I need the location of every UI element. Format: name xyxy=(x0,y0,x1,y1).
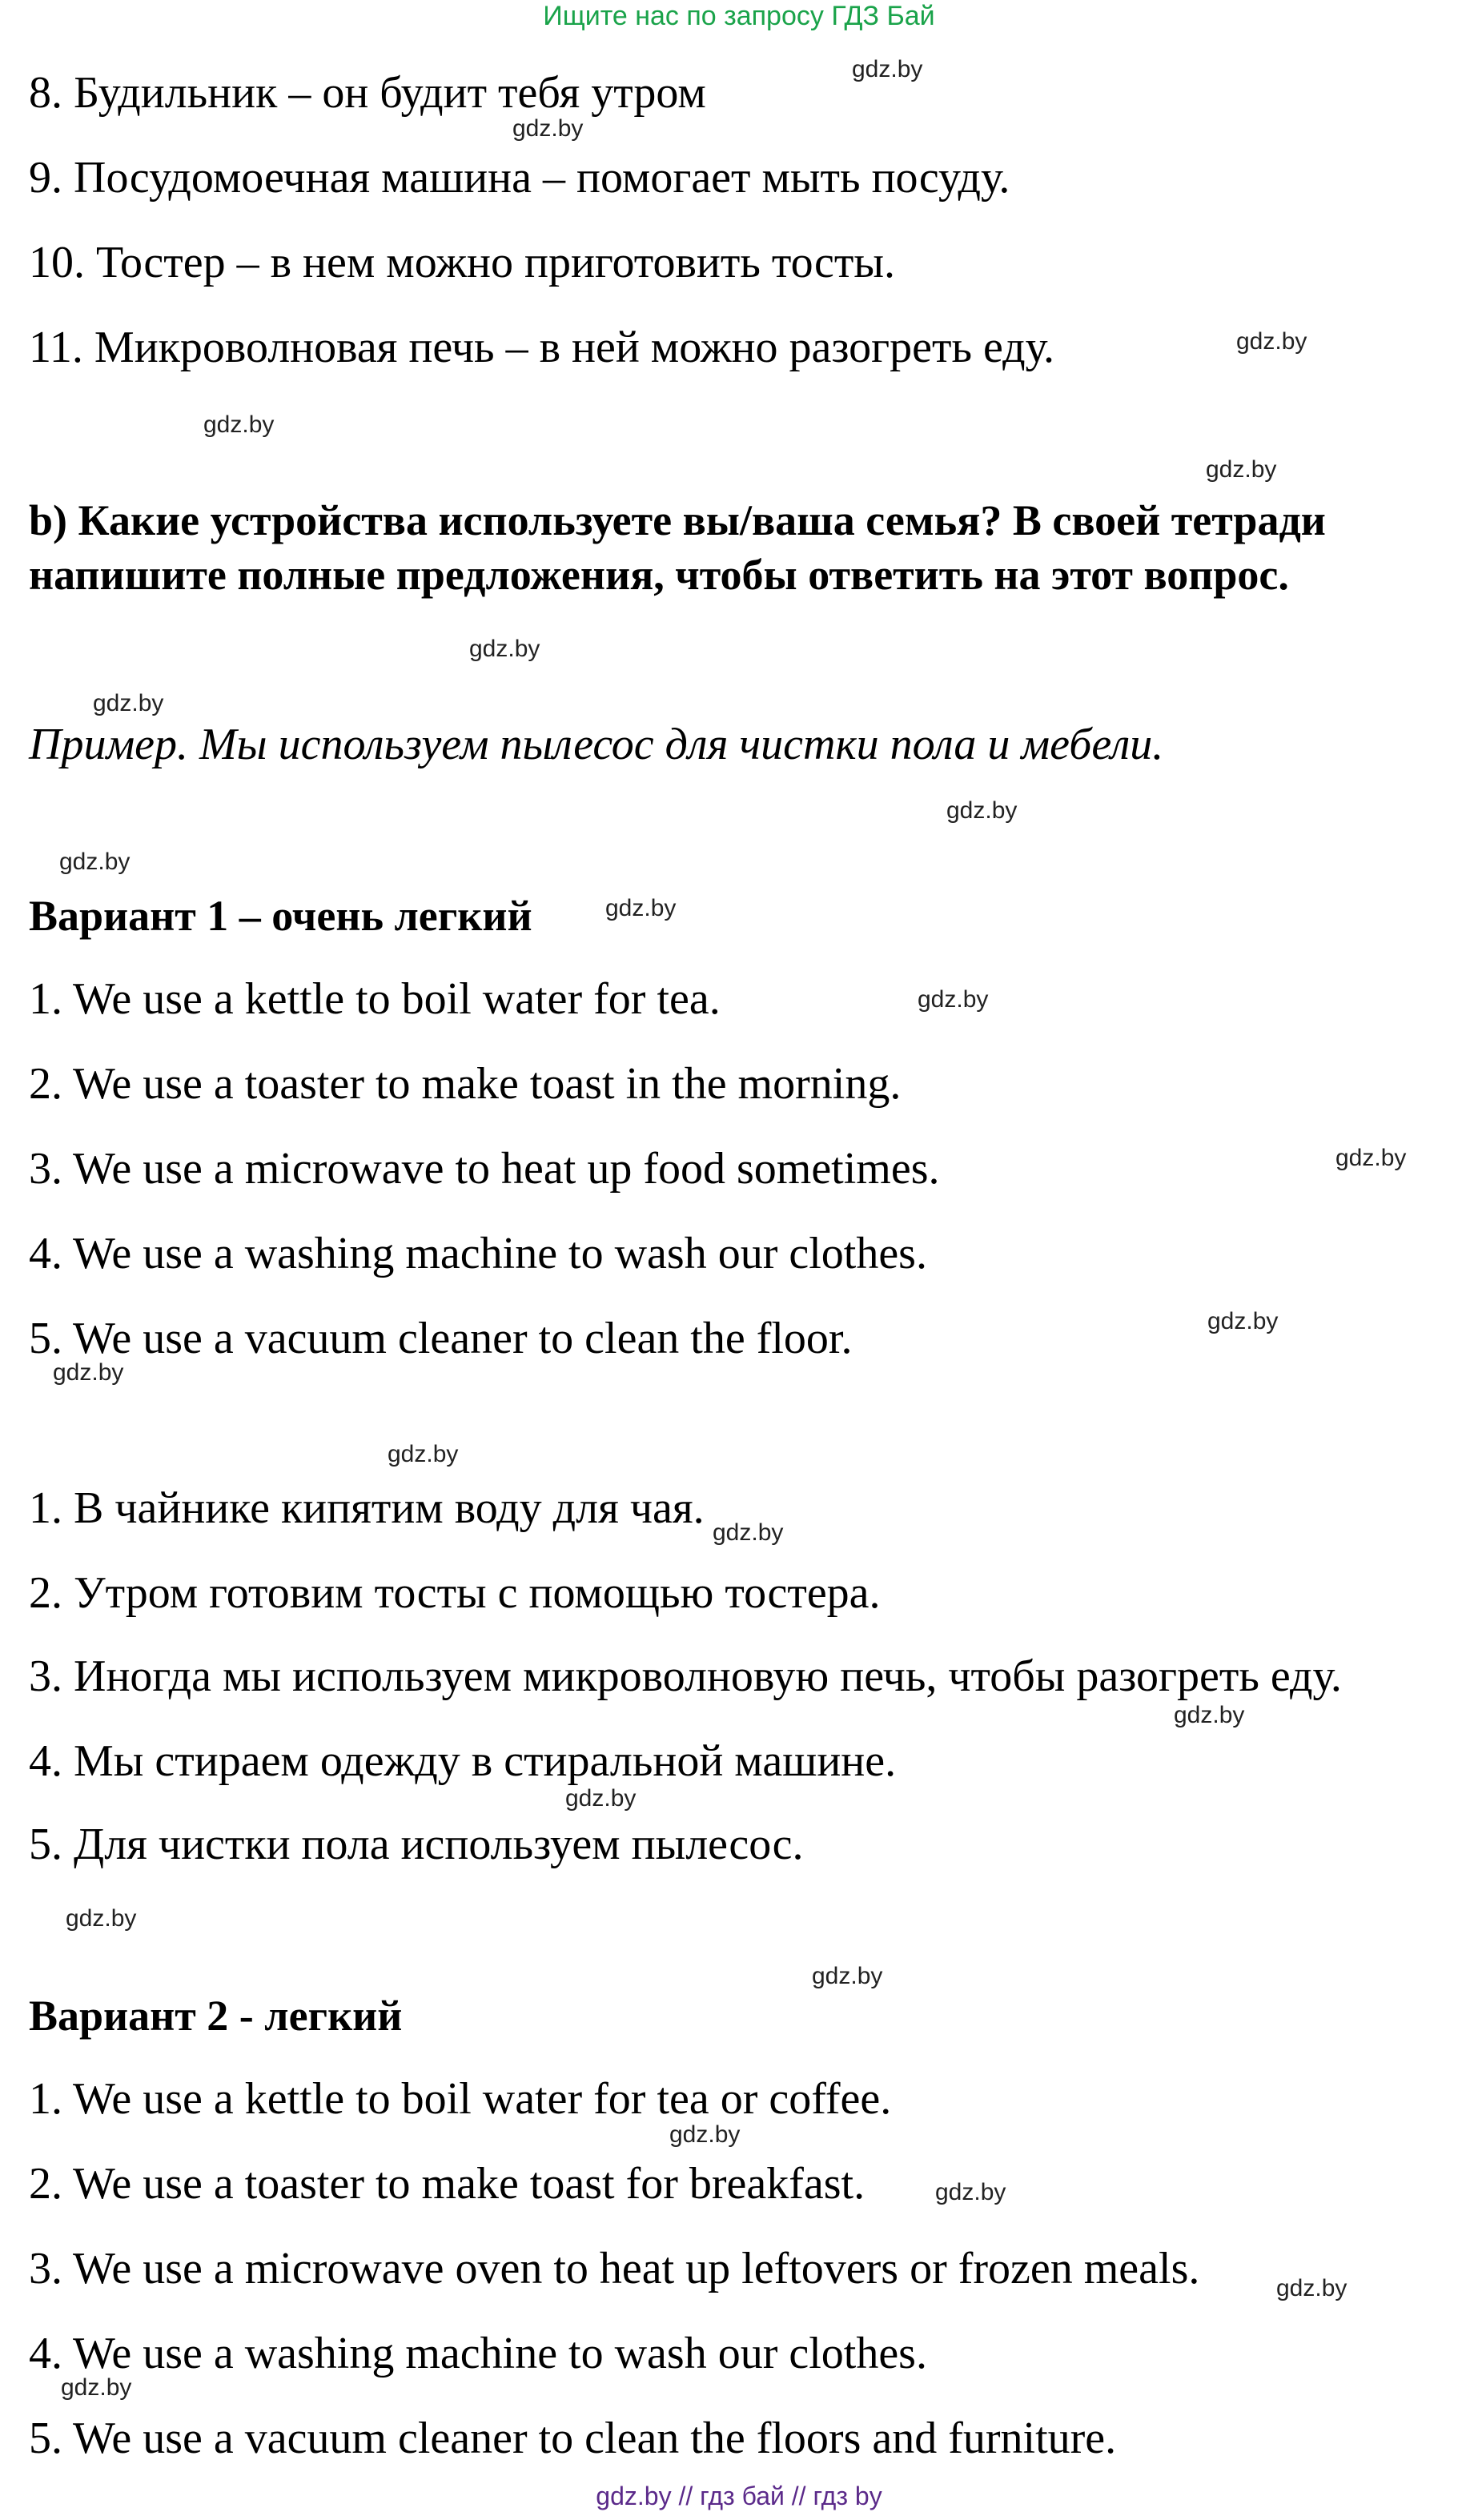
footer: gdz.by // гдз бай // гдз by xyxy=(596,2482,882,2510)
watermark: gdz.by xyxy=(812,1963,883,1989)
watermark: gdz.by xyxy=(713,1519,784,1546)
watermark: gdz.by xyxy=(565,1785,637,1812)
watermark: gdz.by xyxy=(1236,328,1307,355)
watermark: gdz.by xyxy=(1207,1308,1279,1334)
list-item: 5. Для чистки пола используем пылесос. xyxy=(29,1820,804,1869)
watermark: gdz.by xyxy=(946,797,1018,824)
watermark: gdz.by xyxy=(1206,456,1277,483)
top-banner: Ищите нас по запросу ГДЗ Бай xyxy=(543,1,935,31)
watermark: gdz.by xyxy=(918,986,989,1013)
watermark: gdz.by xyxy=(935,2179,1006,2205)
watermark: gdz.by xyxy=(605,895,677,921)
watermark: gdz.by xyxy=(469,636,540,662)
task-heading-line-1: b) Какие устройства используете вы/ваша семья? В своей тетради xyxy=(29,496,1326,544)
list-item: 3. Иногда мы используем микроволновую печь, чтобы разогреть еду. xyxy=(29,1651,1342,1701)
list-item: 1. В чайнике кипятим воду для чая. xyxy=(29,1483,705,1533)
example-text: Пример. Мы используем пылесос для чистки пола и мебели. xyxy=(29,720,1164,769)
list-item: 5. We use a vacuum cleaner to clean the floors and furniture. xyxy=(29,2414,1117,2463)
watermark: gdz.by xyxy=(852,56,923,82)
watermark: gdz.by xyxy=(669,2121,741,2148)
list-item: 11. Микроволновая печь – в ней можно разогреть еду. xyxy=(29,323,1054,372)
list-item: 4. Мы стираем одежду в стиральной машине. xyxy=(29,1736,897,1786)
watermark: gdz.by xyxy=(203,411,275,438)
list-item: 3. We use a microwave to heat up food sometimes. xyxy=(29,1144,940,1194)
list-item: 10. Тостер – в нем можно приготовить тосты. xyxy=(29,238,895,287)
list-item: 1. We use a kettle to boil water for tea or coffee. xyxy=(29,2074,892,2124)
list-item: 4. We use a washing machine to wash our clothes. xyxy=(29,1229,927,1278)
watermark: gdz.by xyxy=(66,1905,137,1932)
watermark: gdz.by xyxy=(53,1359,124,1386)
watermark: gdz.by xyxy=(1335,1145,1407,1171)
task-heading-line-2: напишите полные предложения, чтобы ответить на этот вопрос. xyxy=(29,551,1289,599)
watermark: gdz.by xyxy=(59,849,131,875)
watermark: gdz.by xyxy=(1174,1702,1245,1728)
variant-1-title: Вариант 1 – очень легкий xyxy=(29,892,532,940)
watermark: gdz.by xyxy=(93,690,164,716)
variant-2-title: Вариант 2 - легкий xyxy=(29,1992,403,2040)
watermark: gdz.by xyxy=(512,115,584,142)
list-item: 2. We use a toaster to make toast for breakfast. xyxy=(29,2159,866,2209)
list-item: 3. We use a microwave oven to heat up leftovers or frozen meals. xyxy=(29,2244,1200,2293)
watermark: gdz.by xyxy=(61,2374,132,2401)
list-item: 9. Посудомоечная машина – помогает мыть посуду. xyxy=(29,153,1010,203)
list-item: 5. We use a vacuum cleaner to clean the floor. xyxy=(29,1314,853,1363)
list-item: 8. Будильник – он будит тебя утром xyxy=(29,68,706,118)
watermark: gdz.by xyxy=(388,1441,459,1467)
list-item: 2. Утром готовим тосты с помощью тостера. xyxy=(29,1568,881,1618)
watermark: gdz.by xyxy=(1276,2275,1347,2301)
list-item: 1. We use a kettle to boil water for tea. xyxy=(29,974,721,1024)
list-item: 4. We use a washing machine to wash our clothes. xyxy=(29,2329,927,2378)
list-item: 2. We use a toaster to make toast in the morning. xyxy=(29,1059,902,1109)
